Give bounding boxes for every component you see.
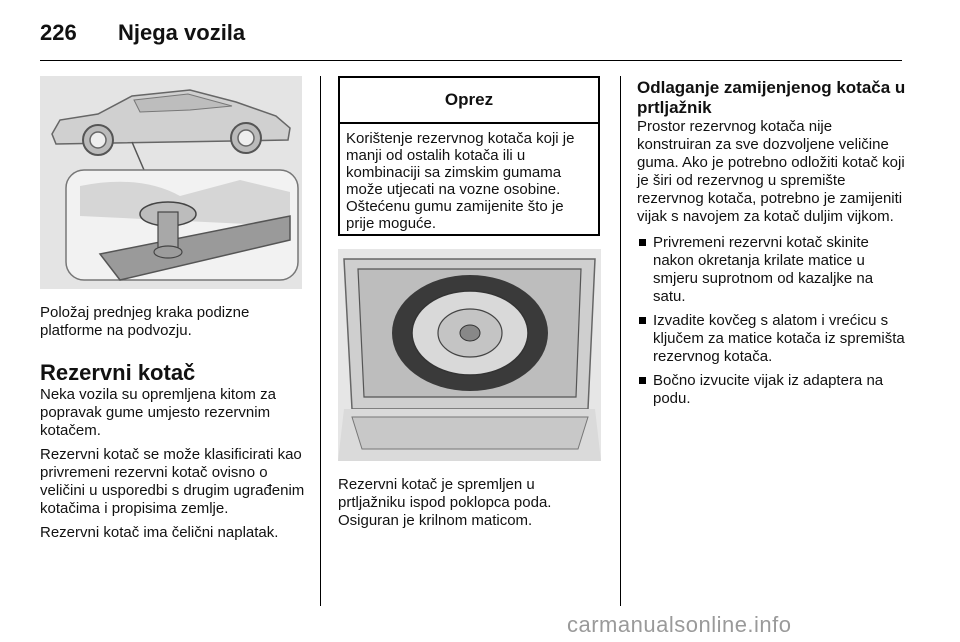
instruction-list [637,234,907,408]
section-odlaganje [637,78,907,414]
bullet-icon [639,239,646,246]
figure-caption: Položaj prednjeg kraka podizne platforme na podvozju. [40,304,250,339]
section-heading: Odlaganje zamijenjenog kotača u prtljažnik [637,78,906,117]
list-item: Bočno izvucite vijak iz adaptera na podu. [637,372,907,408]
header-rule [40,60,902,61]
column-divider [620,76,621,606]
spare-wheel-in-trunk-illustration [338,249,601,461]
watermark: carmanualsonline.info [567,612,792,637]
list-item: Izvadite kovčeg s alatom i vrećicu s ključem za matice kotača iz spremišta rezervnog kotača. [637,312,907,366]
section-heading: Rezervni kotač [40,360,196,385]
page-title: Njega vozila [118,20,246,45]
car-lift-figure [40,76,302,289]
car-jacking-point-illustration [40,76,302,289]
spare-wheel-figure [338,249,601,461]
paragraph: Rezervni kotač ima čelični naplatak. [40,524,279,541]
column-divider [320,76,321,606]
caution-title: Oprez [340,78,598,124]
section-rezervni-kotac [40,360,310,542]
bullet-icon [639,317,646,324]
bullet-icon [639,377,646,384]
caution-text: Korištenje rezervnog kotača koji je manji od ostalih kotača ili u kombinaciji sa zimskim gumama može utjecati na vozne osobine. Oštećenu gumu zamijenite što je prije moguće. [346,130,575,232]
figure-caption: Rezervni kotač je spremljen u prtljažniku ispod poklopca poda. Osiguran je krilnom maticom. [338,476,552,529]
list-item: Privremeni rezervni kotač skinite nakon okretanja krilate matice u smjeru suprotnom od kazaljke na satu. [637,234,907,306]
paragraph: Rezervni kotač se može klasificirati kao privremeni rezervni kotač ovisno o veličini u usporedbi s drugim ugrađenim kotačima i propisima zemlje. [40,446,305,517]
page-number: 226 [40,20,77,45]
paragraph: Neka vozila su opremljena kitom za popravak gume umjesto rezervnim kotačem. [40,386,276,439]
paragraph: Prostor rezervnog kotača nije konstruiran za sve dozvoljene veličine guma. Ako je potrebno odložiti kotač koji je širi od rezervnog u spremište rezervnog kotača, potrebno je zamijeniti vijak s navojem za kotač duljim vijkom. [637,118,905,225]
caution-box [338,76,600,236]
